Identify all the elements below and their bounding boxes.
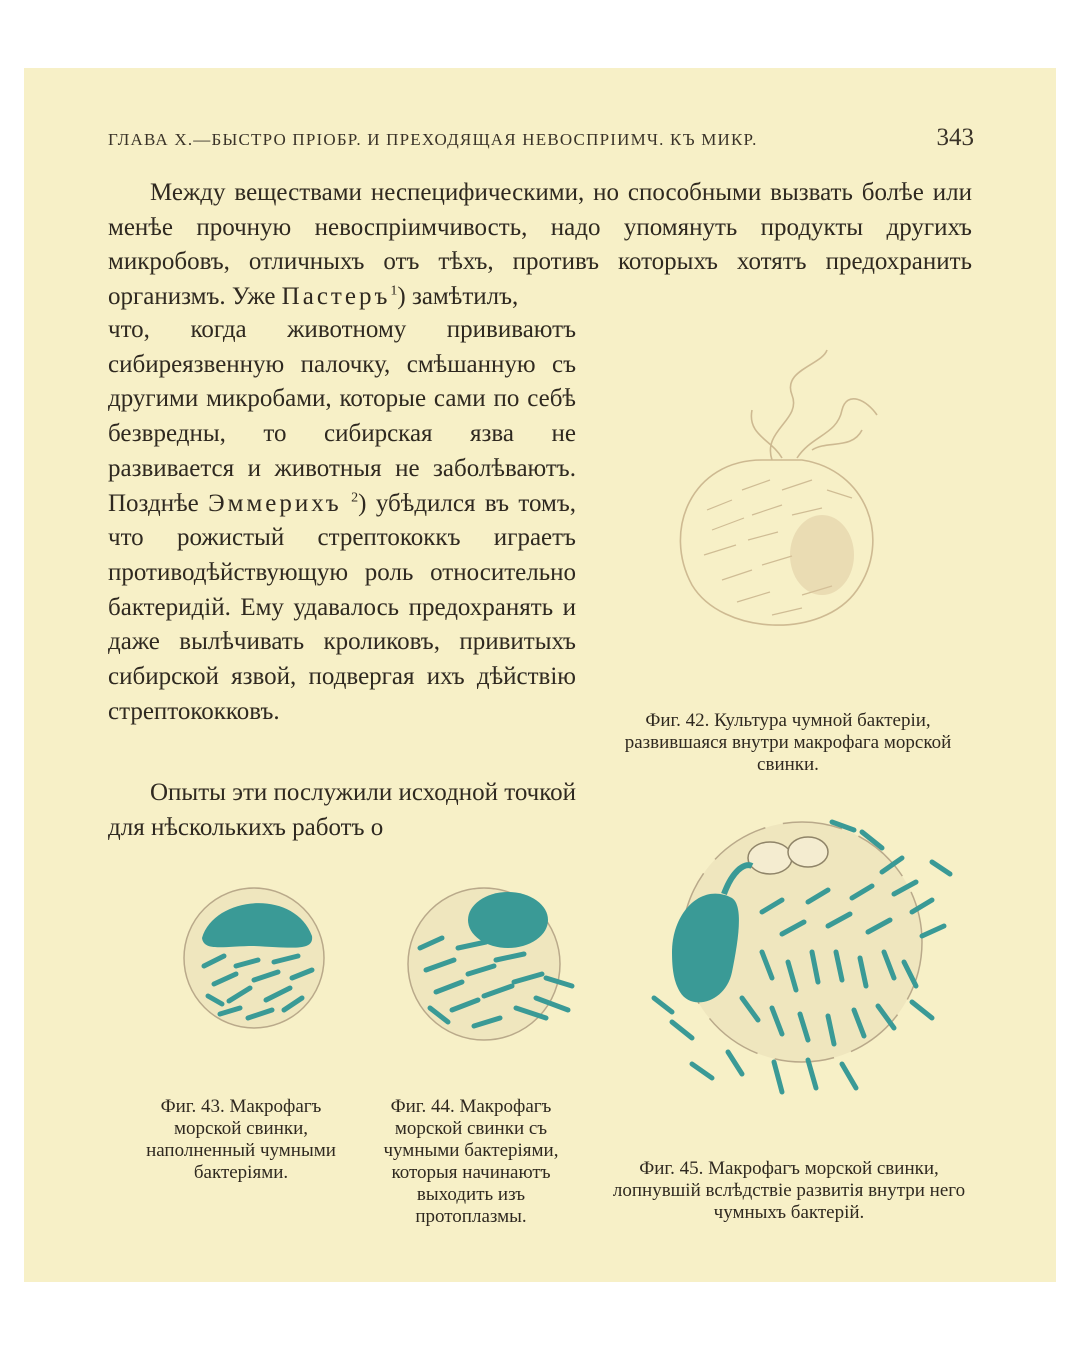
figure-42-illustration [652, 340, 892, 640]
author-emmerich: Эммерихъ [208, 489, 342, 517]
chapter-heading: ГЛАВА X.—БЫСТРО ПРІОБР. И ПРЕХОДЯЩАЯ НЕВОСПРІИМЧ. КЪ МИКР. [108, 130, 758, 149]
paragraph-3-text: Опыты эти послужили исходной точкой для нѣсколькихъ работъ о [108, 779, 576, 841]
page-number: 343 [936, 124, 974, 151]
paragraph-2-text-a: что, когда животному прививаютъ сибиреязвенную палочку, смѣшанную съ другими микробами, которые сами по себѣ безвредны, то сибирская язва не развивается и животныя не заболѣваютъ. Позднѣе [108, 316, 576, 517]
figure-45-illustration [632, 802, 972, 1122]
figure-44-illustration [396, 878, 576, 1050]
figure-44-caption: Фиг. 44. Макрофагъ морской свинки съ чумными бактеріями, которыя начинаютъ выходить изъ протоплазмы. [383, 1096, 559, 1227]
running-head [108, 124, 974, 151]
footnote-ref-1: 1 [390, 283, 398, 299]
paragraph-1-continued [108, 313, 576, 729]
footnote-ref-2: 2 [351, 490, 359, 506]
author-pasteur: Пастеръ [281, 283, 391, 311]
figure-45-caption: Фиг. 45. Макрофагъ морской свинки, лопнувшій вслѣдствіе развитія внутри него чумныхъ бактерій. [612, 1158, 966, 1223]
figure-43-illustration [174, 876, 334, 1036]
paragraph-1 [108, 176, 972, 315]
paragraph-2-text-b: ) убѣдился въ томъ, что рожистый стрептококкъ играетъ противодѣйствующую роль относительно бактеридій. Ему удавалось предохранять и даже вылѣчивать кроликовъ, привитыхъ сибирской язвой, подвергая ихъ дѣйствію стрептококковъ. [108, 489, 576, 725]
paragraph-2 [108, 776, 576, 845]
paragraph-1-end: ) замѣтилъ, [397, 283, 519, 311]
figure-43-caption: Фиг. 43. Макрофагъ морской свинки, наполненный чумными бактеріями. [146, 1096, 336, 1183]
paragraph-1-text: Между веществами неспецифическими, но способными вызвать болѣе или менѣе прочную невоспріимчивость, надо упомянуть продукты другихъ микробовъ, отличныхъ отъ тѣхъ, противъ которыхъ хотятъ предохранить организмъ. Уже [108, 179, 972, 311]
figure-42-caption: Фиг. 42. Культура чумной бактеріи, развившаяся внутри макрофага морской свинки. [624, 710, 952, 775]
book-page [24, 68, 1056, 1282]
